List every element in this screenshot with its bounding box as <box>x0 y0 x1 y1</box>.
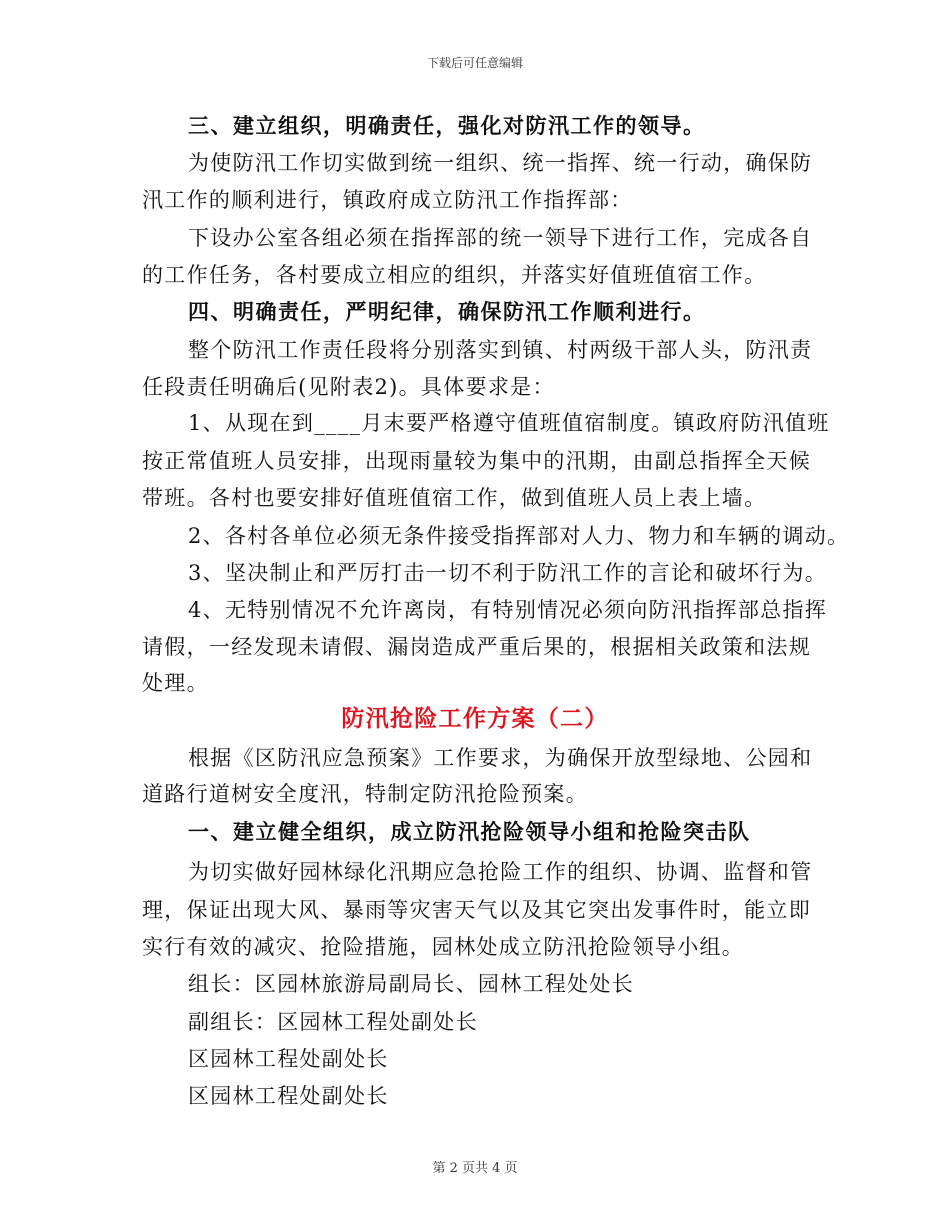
section-heading: 三、建立组织，明确责任，强化对防汛工作的领导。 <box>188 114 706 138</box>
paragraph-line: 理，保证出现大风、暴雨等灾害天气以及其它突出发事件时，能立即 <box>142 898 811 922</box>
paragraph-line: 为切实做好园林绿化汛期应急抢险工作的组织、协调、监督和管 <box>188 860 813 884</box>
paragraph-line: 1、从现在到____月末要严格遵守值班值宿制度。镇政府防汛值班 <box>188 411 830 435</box>
section-title: 防汛抢险工作方案（二） <box>341 706 609 732</box>
paragraph-line: 带班。各村也要安排好值班值宿工作，做到值班人员上表上墙。 <box>142 486 767 510</box>
paragraph-line: 组长：区园林旅游局副局长、园林工程处处长 <box>188 972 634 996</box>
page-footer: 第 2 页共 4 页 <box>432 1161 518 1176</box>
paragraph-line: 道路行道树安全度汛，特制定防汛抢险预案。 <box>142 782 588 806</box>
paragraph-line: 根据《区防汛应急预案》工作要求，为确保开放型绿地、公园和 <box>188 746 813 770</box>
paragraph-line: 的工作任务，各村要成立相应的组织，并落实好值班值宿工作。 <box>142 263 767 287</box>
paragraph-line: 请假，一经发现未请假、漏岗造成严重后果的，根据相关政策和法规 <box>142 635 811 659</box>
paragraph-line: 2、各村各单位必须无条件接受指挥部对人力、物力和车辆的调动。 <box>188 524 850 548</box>
paragraph-line: 区园林工程处副处长 <box>188 1084 389 1108</box>
paragraph-line: 为使防汛工作切实做到统一组织、统一指挥、统一行动，确保防 <box>188 151 813 175</box>
paragraph-line: 区园林工程处副处长 <box>188 1047 389 1071</box>
paragraph-line: 任段责任明确后(见附表2)。具体要求是： <box>142 375 555 399</box>
section-heading: 一、建立健全组织，成立防汛抢险领导小组和抢险突击队 <box>188 820 751 844</box>
paragraph-line: 汛工作的顺利进行，镇政府成立防汛工作指挥部： <box>142 188 633 212</box>
paragraph-line: 按正常值班人员安排，出现雨量较为集中的汛期，由副总指挥全天候 <box>142 449 811 473</box>
paragraph-line: 副组长：区园林工程处副处长 <box>188 1010 478 1034</box>
paragraph-line: 4、无特别情况不允许离岗，有特别情况必须向防汛指挥部总指挥 <box>188 598 828 622</box>
paragraph-line: 处理。 <box>142 671 209 695</box>
section-heading: 四、明确责任，严明纪律，确保防汛工作顺利进行。 <box>188 300 706 324</box>
paragraph-line: 3、坚决制止和严厉打击一切不利于防汛工作的言论和破坏行为。 <box>188 561 828 585</box>
paragraph-line: 整个防汛工作责任段将分别落实到镇、村两级干部人头，防汛责 <box>188 338 813 362</box>
paragraph-line: 下设办公室各组必须在指挥部的统一领导下进行工作，完成各自 <box>188 226 813 250</box>
paragraph-line: 实行有效的减灾、抢险措施，园林处成立防汛抢险领导小组。 <box>142 935 745 959</box>
page-header: 下载后可任意编辑 <box>426 56 523 70</box>
